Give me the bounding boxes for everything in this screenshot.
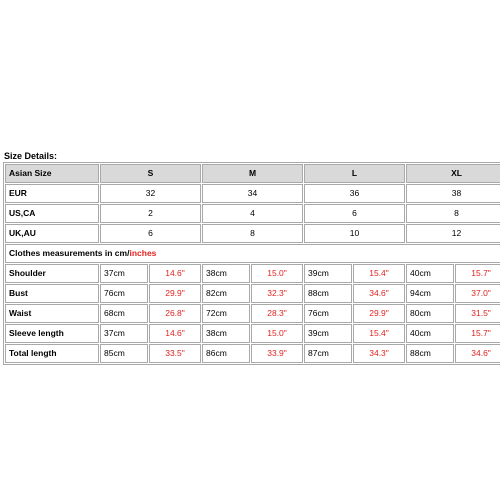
cm-cell: 39cm xyxy=(304,324,352,343)
asian-size-header: Asian Size xyxy=(5,164,99,183)
cm-cell: 88cm xyxy=(304,284,352,303)
inch-cell: 15.0" xyxy=(251,264,303,283)
cm-cell: 80cm xyxy=(406,304,454,323)
table-cell: 8 xyxy=(202,224,303,243)
inch-cell: 29.9" xyxy=(353,304,405,323)
cm-cell: 37cm xyxy=(100,264,148,283)
measurements-section-title xyxy=(5,244,500,263)
inch-cell: 31.5" xyxy=(455,304,500,323)
inch-cell: 15.4" xyxy=(353,264,405,283)
table-row xyxy=(5,184,500,203)
cm-cell: 88cm xyxy=(406,344,454,363)
row-label-bust: Bust xyxy=(5,284,99,303)
table-cell: 6 xyxy=(100,224,201,243)
row-label-sleeve-length: Sleeve length xyxy=(5,324,99,343)
table-row xyxy=(5,324,500,343)
table-cell: 6 xyxy=(304,204,405,223)
table-cell: 34 xyxy=(202,184,303,203)
inch-cell: 15.7" xyxy=(455,324,500,343)
row-label-total-length: Total length xyxy=(5,344,99,363)
inch-cell: 15.0" xyxy=(251,324,303,343)
inch-cell: 14.6" xyxy=(149,324,201,343)
row-label-us-ca: US,CA xyxy=(5,204,99,223)
cm-cell: 72cm xyxy=(202,304,250,323)
inch-cell: 34.3" xyxy=(353,344,405,363)
table-cell: 12 xyxy=(406,224,500,243)
inch-cell: 15.4" xyxy=(353,324,405,343)
cm-cell: 87cm xyxy=(304,344,352,363)
cm-cell: 38cm xyxy=(202,264,250,283)
table-row xyxy=(5,264,500,283)
size-header-xl: XL xyxy=(406,164,500,183)
section-title-inches: inches xyxy=(129,248,157,258)
table-cell: 38 xyxy=(406,184,500,203)
row-label-shoulder: Shoulder xyxy=(5,264,99,283)
inch-cell: 33.5" xyxy=(149,344,201,363)
table-row xyxy=(5,204,500,223)
cm-cell: 82cm xyxy=(202,284,250,303)
section-row xyxy=(5,244,500,263)
cm-cell: 40cm xyxy=(406,264,454,283)
table-cell: 36 xyxy=(304,184,405,203)
size-header-m: M xyxy=(202,164,303,183)
inch-cell: 33.9" xyxy=(251,344,303,363)
cm-cell: 76cm xyxy=(304,304,352,323)
table-cell: 4 xyxy=(202,204,303,223)
cm-cell: 68cm xyxy=(100,304,148,323)
inch-cell: 15.7" xyxy=(455,264,500,283)
cm-cell: 94cm xyxy=(406,284,454,303)
table-cell: 8 xyxy=(406,204,500,223)
cm-cell: 86cm xyxy=(202,344,250,363)
inch-cell: 32.3" xyxy=(251,284,303,303)
cm-cell: 40cm xyxy=(406,324,454,343)
row-label-uk-au: UK,AU xyxy=(5,224,99,243)
cm-cell: 37cm xyxy=(100,324,148,343)
row-label-waist: Waist xyxy=(5,304,99,323)
cm-cell: 38cm xyxy=(202,324,250,343)
row-label-eur: EUR xyxy=(5,184,99,203)
cm-cell: 76cm xyxy=(100,284,148,303)
inch-cell: 26.8" xyxy=(149,304,201,323)
table-cell: 2 xyxy=(100,204,201,223)
size-header-l: L xyxy=(304,164,405,183)
table-row xyxy=(5,344,500,363)
size-details-caption: Size Details: xyxy=(4,151,58,161)
header-row xyxy=(5,164,500,183)
inch-cell: 37.0" xyxy=(455,284,500,303)
inch-cell: 28.3" xyxy=(251,304,303,323)
inch-cell: 29.9" xyxy=(149,284,201,303)
cm-cell: 39cm xyxy=(304,264,352,283)
cm-cell: 85cm xyxy=(100,344,148,363)
inch-cell: 34.6" xyxy=(353,284,405,303)
table-cell: 32 xyxy=(100,184,201,203)
size-chart-table xyxy=(3,162,500,365)
table-row xyxy=(5,284,500,303)
table-cell: 10 xyxy=(304,224,405,243)
section-title-prefix: Clothes measurements in cm/ xyxy=(9,248,130,258)
inch-cell: 14.6" xyxy=(149,264,201,283)
inch-cell: 34.6" xyxy=(455,344,500,363)
table-row xyxy=(5,224,500,243)
size-header-s: S xyxy=(100,164,201,183)
table-row xyxy=(5,304,500,323)
